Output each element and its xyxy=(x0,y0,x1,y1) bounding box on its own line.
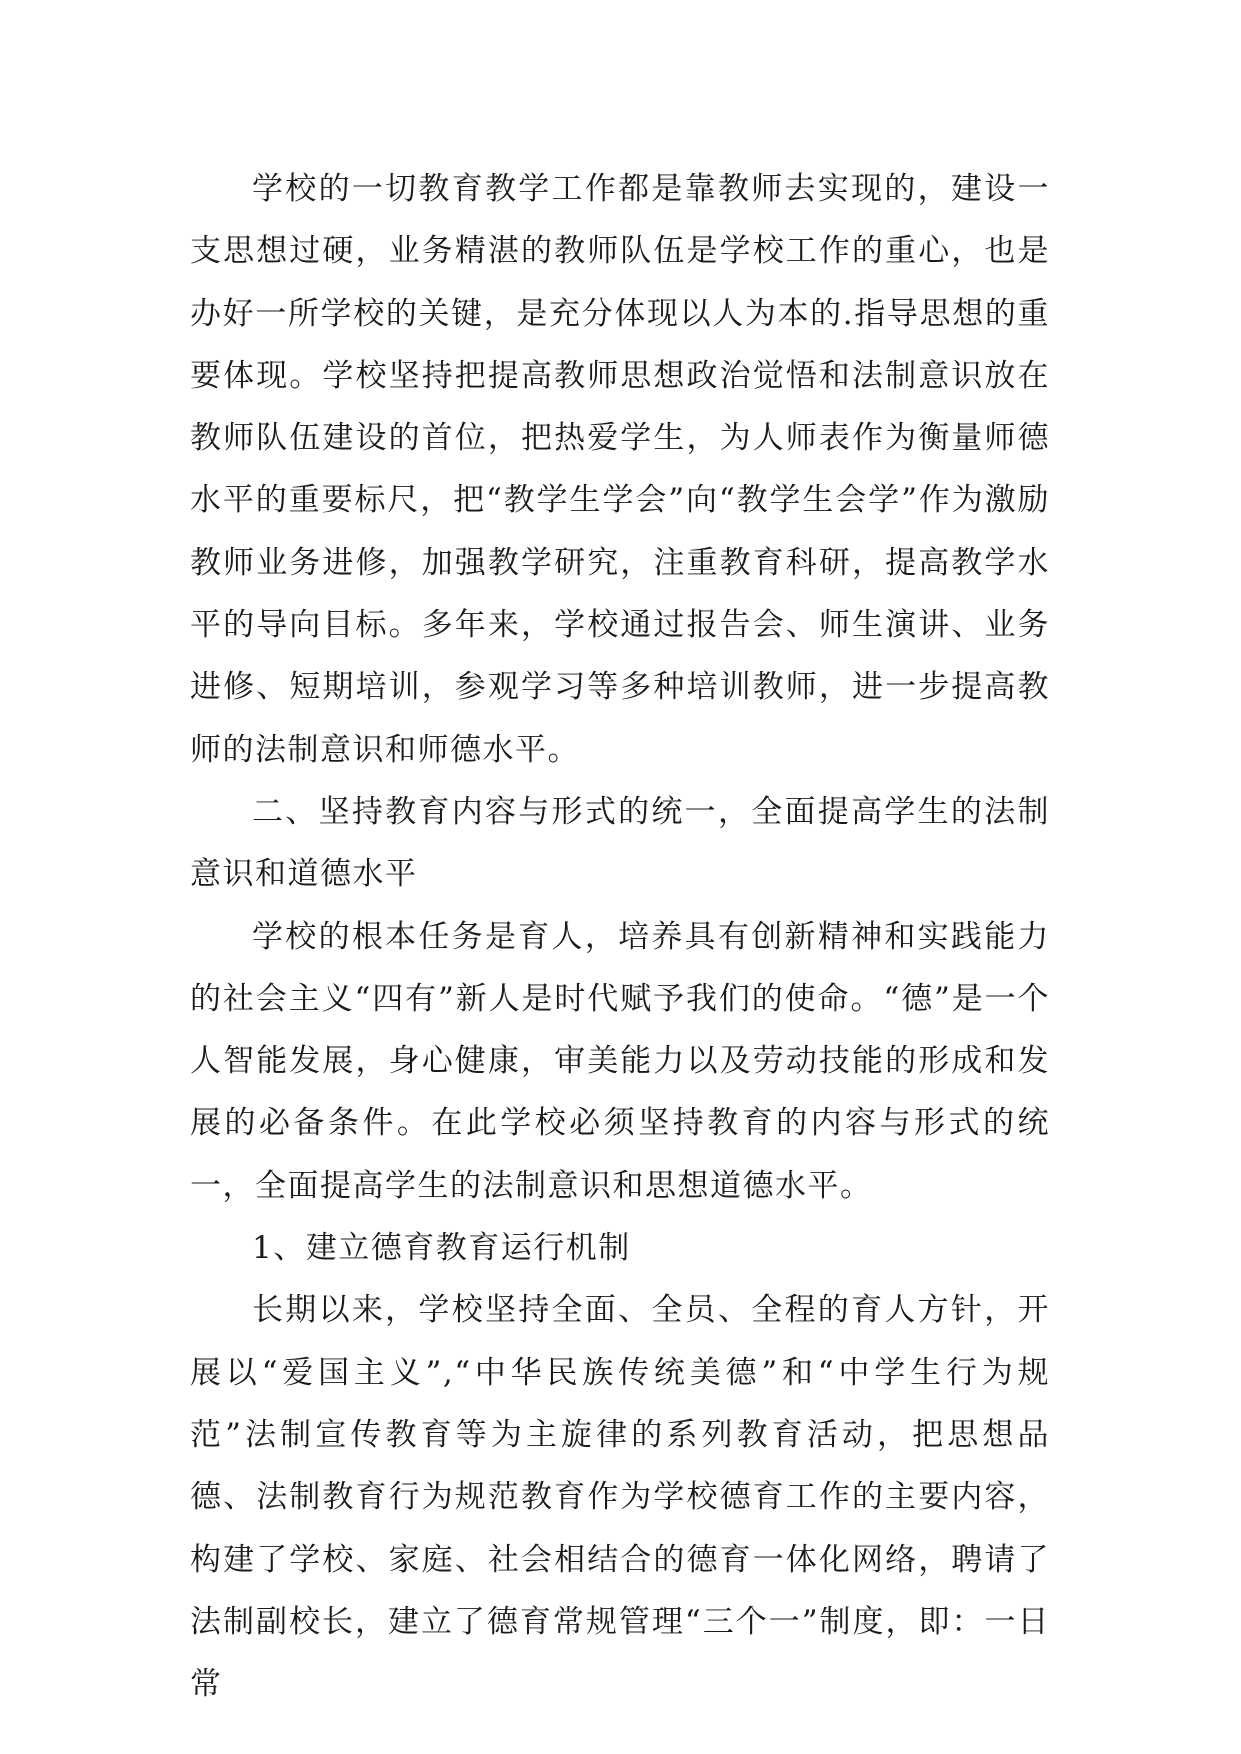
paragraph-teacher-team: 学校的一切教育教学工作都是靠教师去实现的，建设一支思想过硬，业务精湛的教师队伍是学校工作的重心，也是办好一所学校的关键，是充分体现以人为本的.指导思想的重要体现。学校坚持把提高教师思想政治觉悟和法制意识放在教师队伍建设的首位，把热爱学生，为人师表作为衡量师德水平的重要标尺，把“教学生学会”向“教学生会学”作为激励教师业务进修，加强教学研究，注重教育科研，提高教学水平的导向目标。多年来，学校通过报告会、师生演讲、业务进修、短期培训，参观学习等多种培训教师，进一步提高教师的法制意识和师德水平。 xyxy=(190,171,1050,768)
section-heading-two: 二、坚持教育内容与形式的统一，全面提高学生的法制意识和道德水平 xyxy=(190,793,1050,893)
subheading-moral-mechanism: 1、建立德育教育运行机制 xyxy=(252,1230,631,1267)
paragraph-long-term: 长期以来，学校坚持全面、全员、全程的育人方针，开展以“爱国主义”,“中华民族传统美德”和“中学生行为规范”法制宣传教育等为主旋律的系列教育活动，把思想品德、法制教育行为规范教育作为学校德育工作的主要内容，构建了学校、家庭、社会相结合的德育一体化网络，聘请了法制副校长，建立了德育常规管理“三个一”制度，即：一日常 xyxy=(190,1292,1050,1703)
document-body xyxy=(190,158,1050,1715)
paragraph-fundamental-task: 学校的根本任务是育人，培养具有创新精神和实践能力的社会主义“四有”新人是时代赋予我们的使命。“德”是一个人智能发展，身心健康，审美能力以及劳动技能的形成和发展的必备条件。在此学校必须坚持教育的内容与形式的统一，全面提高学生的法制意识和思想道德水平。 xyxy=(190,918,1050,1204)
